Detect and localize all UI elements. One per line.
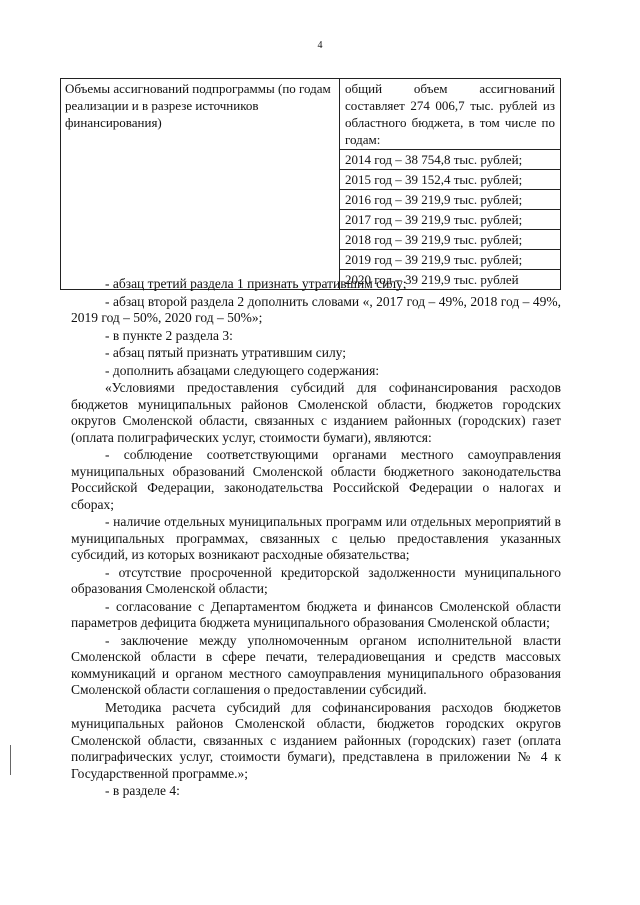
funding-year-row: 2014 год – 38 754,8 тыс. рублей; bbox=[340, 149, 560, 169]
scan-margin-mark bbox=[10, 745, 11, 775]
paragraph: - в пункте 2 раздела 3: bbox=[105, 327, 233, 343]
funding-year-row: 2018 год – 39 219,9 тыс. рублей; bbox=[340, 229, 560, 249]
funding-table-values bbox=[340, 79, 561, 290]
funding-table-label: Объемы ассигнований подпрограммы (по годам реализации и в разрезе источников финансирования) bbox=[61, 79, 340, 290]
funding-year-row: 2020 год – 39 219,9 тыс. рублей bbox=[340, 269, 560, 289]
funding-year-row: 2017 год – 39 219,9 тыс. рублей; bbox=[340, 209, 560, 229]
paragraph: - заключение между уполномоченным органом исполнительной власти Смоленской области в сфере печати, телерадиовещания и средств массовых коммуникаций и органом местного самоуправления муниципального образования Смоленской области соглашения о предоставлении субсидий. bbox=[71, 632, 561, 697]
paragraph: Методика расчета субсидий для софинансирования расходов бюджетов муниципальных районов Смоленской области, бюджетов городских округов Смоленской области, связанных с изданием районных (городских) газет (оплата полиграфических услуг, стоимости бумаги), представлена в приложении № 4 к Государственной программе.»; bbox=[71, 699, 561, 781]
paragraph: - дополнить абзацами следующего содержания: bbox=[105, 362, 380, 378]
paragraph: - отсутствие просроченной кредиторской задолженности муниципального образования Смоленской области; bbox=[71, 564, 561, 596]
paragraph: - в разделе 4: bbox=[105, 783, 180, 798]
funding-table bbox=[60, 78, 561, 290]
funding-year-row: 2015 год – 39 152,4 тыс. рублей; bbox=[340, 169, 560, 189]
funding-year-row: 2019 год – 39 219,9 тыс. рублей; bbox=[340, 249, 560, 269]
page-number: 4 bbox=[317, 40, 323, 51]
paragraph: «Условиями предоставления субсидий для софинансирования расходов бюджетов муниципальных районов Смоленской области, бюджетов городских округов Смоленской области, связанных с изданием районных (городских) газет (оплата полиграфических услуг, стоимости бумаги), являются: bbox=[71, 380, 561, 445]
paragraph: - соблюдение соответствующими органами местного самоуправления муниципальных образований Смоленской области бюджетного законодательства Российской Федерации, законодательства Российской Федерации о налогах и сборах; bbox=[71, 447, 561, 512]
funding-total: общий объем ассигнований составляет 274 006,7 тыс. рублей из областного бюджета, в том числе по годам: bbox=[345, 81, 555, 147]
paragraph: - абзац второй раздела 2 дополнить словами «, 2017 год – 49%, 2018 год – 49%, 2019 год – 50%, 2020 год – 50%»; bbox=[71, 293, 561, 325]
paragraph: - наличие отдельных муниципальных программ или отдельных мероприятий в муниципальных программах, связанных с целью предоставления указанных субсидий, из которых возникают расходные обязательства; bbox=[71, 514, 561, 562]
document-body bbox=[71, 276, 561, 801]
funding-year-row: 2016 год – 39 219,9 тыс. рублей; bbox=[340, 189, 560, 209]
paragraph: - абзац третий раздела 1 признать утратившим силу; bbox=[105, 276, 407, 291]
paragraph: - согласование с Департаментом бюджета и финансов Смоленской области параметров дефицита бюджета муниципального образования Смоленской области; bbox=[71, 598, 561, 630]
paragraph: - абзац пятый признать утратившим силу; bbox=[105, 345, 347, 360]
